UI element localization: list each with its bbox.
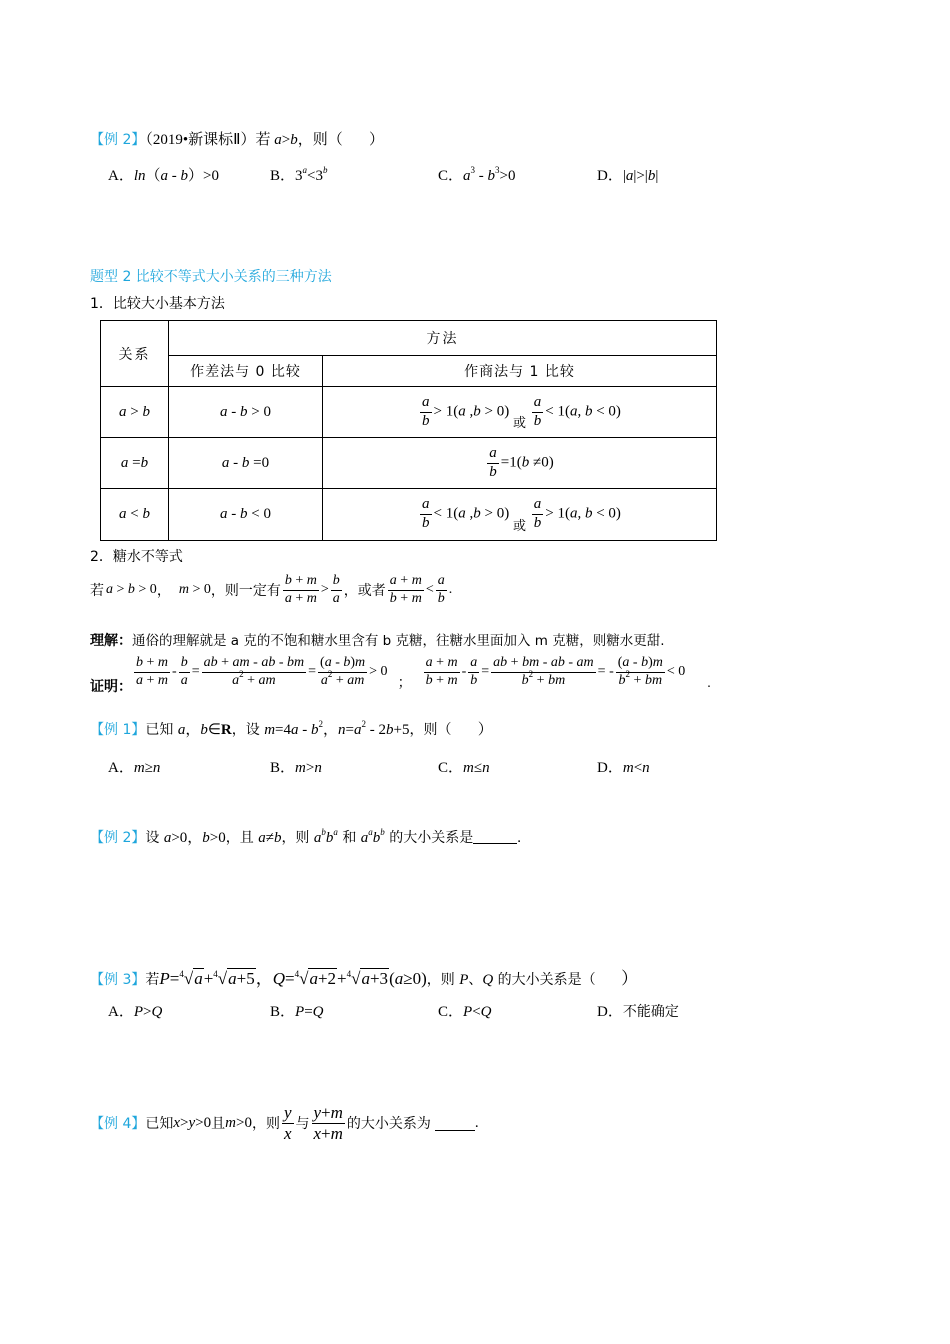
- table-row: [101, 489, 717, 541]
- option-a: A．m≥n: [108, 760, 161, 776]
- option-b: B．P=Q: [270, 1004, 324, 1020]
- quot-cell: $\frac{a}{b}$ > 1(a ,b > 0) 或 $\frac{a}{b}$ < 1(a, b < 0): [323, 387, 717, 438]
- option-d: D．不能确定: [597, 1004, 679, 1020]
- option-d: D．|a|>|b|: [597, 168, 659, 184]
- header-quot: 作商法与 1 比较: [323, 356, 717, 387]
- example-stem: （2019•新课标Ⅱ）若 a>b，则（ ）: [145, 132, 384, 148]
- sugar-statement: 若 a > b > 0 ， m > 0 ，则一定有 $\frac{b + m}{a + m}$ > $\frac{b}{a}$ ，或者 $\frac{a + m}{b + m}$ < $\frac{a}{b}$ .: [90, 573, 453, 606]
- method-table: [100, 320, 717, 541]
- quot-cell: $\frac{a}{b}$ < 1(a ,b > 0) 或 $\frac{a}{b}$ > 1(a, b < 0): [323, 489, 717, 541]
- example-3: 【例 3】若P=$^4$√a+$^4$√a+5，Q=$^4$√a+2+$^4$√a+3(a≥0)，则 P、Q 的大小关系是（ ）: [90, 969, 639, 988]
- section-title: 题型 2 比较不等式大小关系的三种方法: [90, 269, 332, 285]
- proof: 证明： $\frac{b + m}{a + m}$ - $\frac{b}{a}$ = $\frac{ab + am - ab - bm}{a^2 + am}$ = $\frac{(a - b)m}{a^2 + am}$ > 0 ； $\frac{a + m}{b + m}$ - $\frac{a}{b}$ = $\frac{ab + bm - ab - am}{b^2 + bm}$ = - $\frac{(a - b)m}{b^2 + bm}$ < 0 .: [90, 655, 711, 696]
- subsection-2: 2．糖水不等式: [90, 549, 183, 565]
- option-a: A．P>Q: [108, 1004, 163, 1020]
- rel-cell: a < b: [101, 489, 169, 541]
- understanding: 理解：通俗的理解就是 a 克的不饱和糖水里含有 b 克糖，往糖水里面加入 m 克糖，则糖水更甜.: [90, 633, 665, 649]
- option-c: C．P<Q: [438, 1004, 492, 1020]
- option-b: B．m>n: [270, 760, 322, 776]
- option-d: D．m<n: [597, 760, 650, 776]
- example-tag: 【例 2】: [90, 132, 146, 148]
- diff-cell: a - b < 0: [169, 489, 323, 541]
- example-2-top: [90, 128, 384, 149]
- header-relation: 关系: [101, 321, 169, 387]
- table-row: [101, 387, 717, 438]
- quot-cell: $\frac{a}{b}$ =1(b ≠0): [323, 438, 717, 489]
- rel-cell: a > b: [101, 387, 169, 438]
- option-c: C．$a^3 - b^3>0$: [438, 165, 516, 184]
- header-method: 方法: [169, 321, 717, 356]
- option-a: A．ln（a - b）>0: [108, 168, 219, 184]
- example-2: 【例 2】设 a>0，b>0，且 a≠b，则 $a^bb^a$ 和 $a^ab^b$ 的大小关系是 .: [90, 827, 521, 846]
- header-diff: 作差法与 0 比较: [169, 356, 323, 387]
- example-1: 【例 1】已知 a，b∈R，设 $m=4a - b^2$，$n=a^2 - 2b+5$，则（ ）: [90, 719, 493, 738]
- diff-cell: a - b > 0: [169, 387, 323, 438]
- diff-cell: a - b =0: [169, 438, 323, 489]
- rel-cell: a =b: [101, 438, 169, 489]
- subsection-1: 1．比较大小基本方法: [90, 296, 225, 312]
- option-b: B．$3^a<3^b$: [270, 165, 328, 184]
- table-row: [101, 438, 717, 489]
- option-c: C．m≤n: [438, 760, 490, 776]
- example-4: 【例 4】 已知 x>y>0 且 m>0 ，则 $\frac{y}{x}$ 与 $\frac{y+m}{x+m}$ 的大小关系为 .: [90, 1103, 479, 1143]
